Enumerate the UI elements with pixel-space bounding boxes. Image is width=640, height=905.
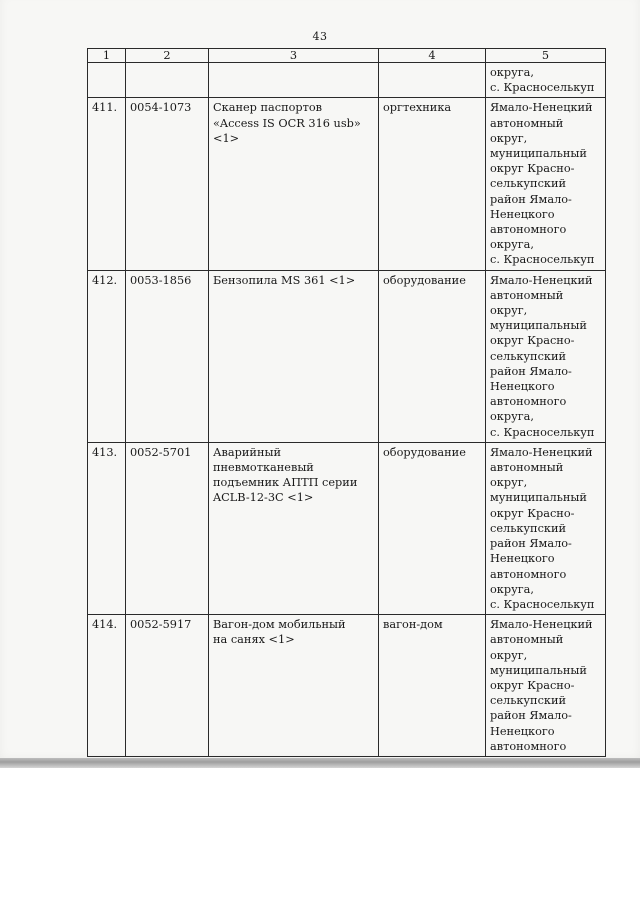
- item-type: оборудование: [379, 270, 486, 442]
- item-name: Вагон-дом мобильный на санях <1>: [209, 615, 379, 757]
- column-header-1: 1: [88, 49, 126, 63]
- item-type: вагон-дом: [379, 615, 486, 757]
- scan-edge: [0, 758, 640, 768]
- table-row: [88, 615, 606, 757]
- column-header-5: 5: [486, 49, 606, 63]
- column-header-3: 3: [209, 49, 379, 63]
- row-number: 412.: [88, 270, 126, 442]
- item-type: [379, 63, 486, 98]
- row-number: 411.: [88, 98, 126, 270]
- header-row: [88, 49, 606, 63]
- item-location: Ямало-Ненецкий автономный округ, муниципальный округ Красно- селькупский район Ямало- Ненецкого автономного округа, с. Красноселькуп: [486, 98, 606, 270]
- inventory-code: 0052-5701: [126, 442, 209, 614]
- item-name: [209, 63, 379, 98]
- row-number: 414.: [88, 615, 126, 757]
- item-name: Аварийный пневмотканевый подъемник АПТП серии ACLB-12-3C <1>: [209, 442, 379, 614]
- table-row: [88, 270, 606, 442]
- item-name: Бензопила MS 361 <1>: [209, 270, 379, 442]
- item-name: Сканер паспортов «Access IS OCR 316 usb» <1>: [209, 98, 379, 270]
- item-location: Ямало-Ненецкий автономный округ, муниципальный округ Красно- селькупский район Ямало- Ненецкого автономного: [486, 615, 606, 757]
- item-location: Ямало-Ненецкий автономный округ, муниципальный округ Красно- селькупский район Ямало- Ненецкого автономного округа, с. Красноселькуп: [486, 442, 606, 614]
- inventory-code: 0054-1073: [126, 98, 209, 270]
- inventory-code: 0052-5917: [126, 615, 209, 757]
- inventory-table: [87, 48, 606, 757]
- inventory-code: [126, 63, 209, 98]
- page-number: 43: [312, 30, 328, 43]
- row-number: [88, 63, 126, 98]
- row-number: 413.: [88, 442, 126, 614]
- table-row: [88, 442, 606, 614]
- item-type: оргтехника: [379, 98, 486, 270]
- item-type: оборудование: [379, 442, 486, 614]
- item-location: округа, с. Красноселькуп: [486, 63, 606, 98]
- item-location: Ямало-Ненецкий автономный округ, муниципальный округ Красно- селькупский район Ямало- Ненецкого автономного округа, с. Красноселькуп: [486, 270, 606, 442]
- column-header-2: 2: [126, 49, 209, 63]
- table-row: [88, 98, 606, 270]
- table-row: [88, 63, 606, 98]
- column-header-4: 4: [379, 49, 486, 63]
- inventory-code: 0053-1856: [126, 270, 209, 442]
